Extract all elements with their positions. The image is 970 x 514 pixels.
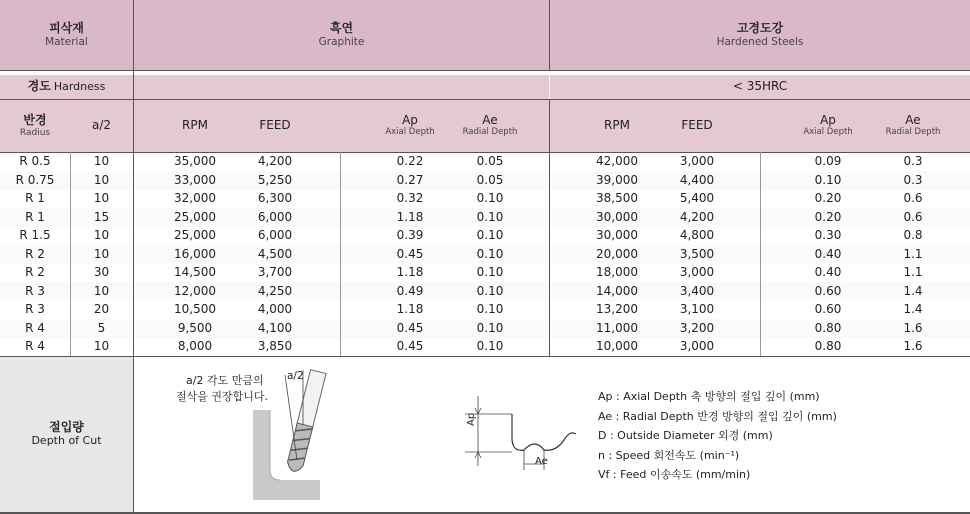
graphite-feed-header: FEED: [259, 118, 291, 133]
hardness-value: < 35HRC: [732, 79, 788, 94]
divider: [549, 0, 550, 70]
divider: [0, 70, 970, 71]
depth-title-ko: 절입량: [49, 420, 84, 435]
material-header: [0, 0, 133, 70]
steel-ae-cell: 0.3: [903, 154, 923, 168]
steel-ae-cell: 0.8: [903, 228, 923, 242]
divider: [70, 152, 71, 356]
graphite-rpm-cell: 10,500: [174, 302, 216, 316]
steel-ae-cell: 1.6: [903, 320, 923, 335]
table-row: [0, 208, 970, 227]
ap-label: Ap: [466, 412, 477, 426]
steel-ap-cell: 0.10: [814, 172, 842, 187]
legend-ap: Ap : Axial Depth 축 방향의 절입 깊이 (mm): [598, 390, 820, 403]
steel-rpm-cell: 30,000: [596, 209, 638, 224]
graphite-feed-cell: 5,250: [257, 172, 293, 187]
steel-feed-cell: 5,400: [679, 191, 715, 205]
steel-rpm-cell: 18,000: [596, 265, 638, 279]
radius-cell: R 4: [25, 320, 45, 335]
steel-ae-header: [868, 100, 958, 152]
graphite-ae-cell: 0.10: [476, 246, 504, 261]
graphite-hardness-cell: [134, 75, 549, 99]
a2-cell: 10: [93, 339, 110, 353]
a2-cell: 10: [93, 191, 110, 205]
graphite-ae-label: Ae: [482, 113, 498, 128]
steel-rpm-header: RPM: [604, 118, 630, 133]
steel-rpm-cell: 11,000: [596, 320, 638, 335]
steel-feed-cell: 4,200: [679, 209, 715, 224]
a2-cell: 20: [93, 302, 110, 316]
radius-cell: R 0.75: [15, 172, 55, 187]
steel-feed-cell: 3,400: [679, 283, 715, 298]
graphite-ae-cell: 0.05: [476, 154, 504, 168]
steel-feed-cell: 4,400: [679, 172, 715, 187]
radius-cell: R 4: [25, 339, 45, 353]
steel-ae-cell: 0.6: [903, 209, 923, 224]
graphite-rpm-cell: 8,000: [177, 339, 213, 353]
radius-cell: R 2: [25, 246, 45, 261]
steel-ap-header: [783, 100, 873, 152]
graphite-ap-cell: 0.22: [396, 154, 424, 168]
material-ko: 피삭재: [49, 21, 84, 36]
graphite-header: [134, 0, 549, 70]
steel-rpm-cell: 10,000: [596, 339, 638, 353]
material-en: Material: [45, 35, 88, 48]
legend-n: n : Speed 회전속도 (min⁻¹): [598, 448, 740, 462]
steel-ap-cell: 0.30: [814, 228, 842, 242]
radius-cell: R 1: [25, 209, 45, 224]
table-row: [0, 300, 970, 319]
steel-ap-cell: 0.20: [814, 191, 842, 205]
steel-rpm-cell: 14,000: [596, 283, 638, 298]
graphite-rpm-cell: 16,000: [174, 246, 216, 261]
table-row: [0, 282, 970, 301]
a2-cell: 15: [93, 209, 110, 224]
steel-rpm-cell: 39,000: [596, 172, 638, 187]
graphite-ae-header: [445, 100, 535, 152]
divider: [133, 0, 134, 512]
angle-note-line1: a/2 각도 만큼의: [186, 374, 264, 387]
graphite-ap-cell: 0.45: [396, 320, 424, 335]
table-row: [0, 245, 970, 264]
a2-header: a/2: [91, 118, 112, 133]
ap-ae-diagram: [460, 388, 590, 478]
graphite-feed-cell: 4,200: [257, 154, 293, 168]
graphite-ae-cell: 0.05: [476, 172, 504, 187]
table-row: [0, 263, 970, 282]
graphite-ae-cell: 0.10: [476, 302, 504, 316]
angle-label: a/2: [287, 370, 304, 382]
legend: [598, 387, 837, 485]
steel-ap-label: Ap: [820, 113, 836, 128]
cut-profile: [512, 414, 576, 450]
radius-en: Radius: [19, 127, 51, 138]
radius-ko: 반경: [23, 112, 47, 127]
steel-ap-cell: 0.80: [814, 339, 842, 353]
graphite-rpm-cell: 12,000: [174, 283, 216, 298]
hardness-label: [0, 75, 133, 99]
steel-feed-cell: 3,500: [679, 246, 715, 261]
graphite-ap-cell: 1.18: [396, 265, 424, 279]
steel-ae-cell: 1.6: [903, 339, 923, 353]
graphite-rpm-cell: 35,000: [174, 154, 216, 168]
graphite-ap-header: [365, 100, 455, 152]
steel-feed-cell: 4,800: [679, 228, 715, 242]
hardness-ko: 경도: [27, 79, 51, 94]
graphite-ap-cell: 1.18: [396, 302, 424, 316]
hardness-en: Hardness: [53, 79, 106, 93]
graphite-ap-sub: Axial Depth: [385, 127, 435, 138]
radius-header: [0, 100, 70, 152]
radius-cell: R 2: [25, 265, 45, 279]
graphite-feed-cell: 3,850: [257, 339, 293, 353]
graphite-ap-cell: 0.49: [396, 283, 424, 298]
steel-ap-cell: 0.40: [814, 246, 842, 261]
graphite-ae-cell: 0.10: [476, 339, 504, 353]
steel-feed-cell: 3,100: [679, 302, 715, 316]
graphite-rpm-cell: 14,500: [174, 265, 216, 279]
graphite-ae-cell: 0.10: [476, 209, 504, 224]
graphite-ko: 흑연: [329, 21, 354, 36]
ball-endmill-illustration: [245, 365, 345, 505]
steel-ap-cell: 0.09: [814, 154, 842, 168]
graphite-en: Graphite: [318, 35, 365, 48]
depth-title: [0, 357, 133, 512]
a2-cell: 30: [93, 265, 110, 279]
steel-rpm-cell: 42,000: [596, 154, 638, 168]
divider: [340, 152, 341, 356]
a2-cell: 10: [93, 172, 110, 187]
graphite-rpm-cell: 9,500: [177, 320, 213, 335]
steel-ap-cell: 0.40: [814, 265, 842, 279]
steel-ae-cell: 0.3: [903, 172, 923, 187]
table-row: [0, 152, 970, 171]
radius-cell: R 1: [25, 191, 45, 205]
divider: [549, 100, 550, 356]
steel-rpm-cell: 38,500: [596, 191, 638, 205]
steel-ae-cell: 0.6: [903, 191, 923, 205]
graphite-ae-cell: 0.10: [476, 228, 504, 242]
steel-feed-cell: 3,000: [679, 339, 715, 353]
graphite-ap-cell: 0.39: [396, 228, 424, 242]
graphite-ap-cell: 1.18: [396, 209, 424, 224]
graphite-feed-cell: 3,700: [257, 265, 293, 279]
steel-ae-cell: 1.1: [903, 265, 923, 279]
graphite-ae-cell: 0.10: [476, 265, 504, 279]
legend-vf: Vf : Feed 이송속도 (mm/min): [598, 468, 751, 481]
hardness-value-cell: [550, 75, 970, 99]
radius-cell: R 3: [25, 302, 45, 316]
divider: [0, 356, 970, 357]
graphite-ap-cell: 0.27: [396, 172, 424, 187]
steel-feed-cell: 3,000: [679, 154, 715, 168]
graphite-ap-cell: 0.45: [396, 339, 424, 353]
depth-title-en: Depth of Cut: [31, 434, 102, 448]
steel-ae-cell: 1.4: [903, 283, 923, 298]
steel-ae-cell: 1.1: [903, 246, 923, 261]
radius-cell: R 0.5: [19, 154, 51, 168]
steel-ap-cell: 0.60: [814, 302, 842, 316]
graphite-feed-cell: 6,300: [257, 191, 293, 205]
divider: [760, 152, 761, 356]
table-row: [0, 171, 970, 190]
graphite-ap-label: Ap: [402, 113, 418, 128]
steel-rpm-cell: 13,200: [596, 302, 638, 316]
steel-ae-cell: 1.4: [903, 302, 923, 316]
graphite-ae-cell: 0.10: [476, 320, 504, 335]
graphite-feed-cell: 4,500: [257, 246, 293, 261]
steel-ae-sub: Radial Depth: [885, 127, 941, 138]
steel-feed-header: FEED: [681, 118, 713, 133]
steel-ap-cell: 0.80: [814, 320, 842, 335]
divider: [0, 99, 970, 100]
graphite-feed-cell: 6,000: [257, 209, 293, 224]
a2-cell: 10: [93, 283, 110, 298]
graphite-ae-cell: 0.10: [476, 283, 504, 298]
steel-ap-cell: 0.60: [814, 283, 842, 298]
divider: [0, 152, 970, 153]
graphite-feed-cell: 6,000: [257, 228, 293, 242]
radius-cell: R 1.5: [19, 228, 51, 242]
steel-ap-sub: Axial Depth: [803, 127, 853, 138]
graphite-ap-cell: 0.32: [396, 191, 424, 205]
table-row: [0, 189, 970, 208]
legend-d: D : Outside Diameter 외경 (mm): [598, 429, 773, 442]
graphite-rpm-cell: 25,000: [174, 228, 216, 242]
steel-ap-cell: 0.20: [814, 209, 842, 224]
graphite-ap-cell: 0.45: [396, 246, 424, 261]
a2-cell: 5: [97, 320, 106, 335]
graphite-rpm-cell: 32,000: [174, 191, 216, 205]
steel-rpm-cell: 20,000: [596, 246, 638, 261]
steel-ae-label: Ae: [905, 113, 921, 128]
graphite-rpm-cell: 33,000: [174, 172, 216, 187]
a2-cell: 10: [93, 228, 110, 242]
steel-rpm-cell: 30,000: [596, 228, 638, 242]
graphite-feed-cell: 4,250: [257, 283, 293, 298]
hardened-en: Hardened Steels: [716, 35, 804, 48]
steel-feed-cell: 3,000: [679, 265, 715, 279]
graphite-ae-sub: Radial Depth: [462, 127, 518, 138]
graphite-feed-cell: 4,100: [257, 320, 293, 335]
a2-cell: 10: [93, 154, 110, 168]
table-row: [0, 337, 970, 356]
steel-feed-cell: 3,200: [679, 320, 715, 335]
graphite-rpm-cell: 25,000: [174, 209, 216, 224]
ae-label: Ae: [535, 456, 548, 467]
angle-note-line2: 절삭을 권장합니다.: [176, 390, 269, 403]
table-row: [0, 319, 970, 338]
table-row: [0, 226, 970, 245]
graphite-rpm-header: RPM: [182, 118, 208, 133]
hardened-steels-header: [550, 0, 970, 70]
legend-ae: Ae : Radial Depth 반경 방향의 절입 깊이 (mm): [598, 409, 837, 423]
graphite-ae-cell: 0.10: [476, 191, 504, 205]
graphite-feed-cell: 4,000: [257, 302, 293, 316]
radius-cell: R 3: [25, 283, 45, 298]
hardened-ko: 고경도강: [736, 21, 784, 36]
a2-cell: 10: [93, 246, 110, 261]
